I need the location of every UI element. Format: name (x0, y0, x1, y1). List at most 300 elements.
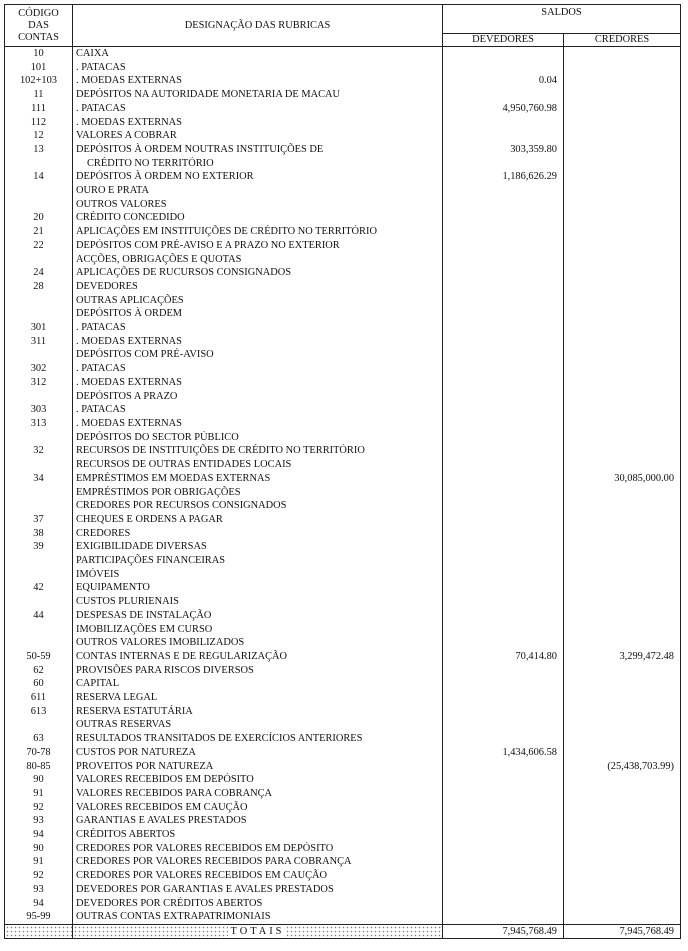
account-code: 102+103 (5, 74, 73, 88)
totals-code-cell (5, 925, 73, 939)
totals-label: TOTAIS (73, 925, 443, 939)
devedores-value (443, 184, 564, 198)
devedores-value (443, 801, 564, 815)
account-description: PROVISÕES PARA RISCOS DIVERSOS (73, 664, 443, 678)
table-row (5, 458, 681, 472)
code-column-header: CÓDIGO DAS CONTAS (5, 5, 73, 47)
devedores-value (443, 458, 564, 472)
credores-value (564, 568, 681, 582)
devedores-value: 0.04 (443, 74, 564, 88)
account-description: CREDORES POR VALORES RECEBIDOS EM DEPÓSITO (73, 842, 443, 856)
table-row (5, 595, 681, 609)
credores-value (564, 636, 681, 650)
credores-value (564, 595, 681, 609)
table-row (5, 417, 681, 431)
devedores-value (443, 157, 564, 171)
account-code: 111 (5, 102, 73, 116)
credores-value (564, 211, 681, 225)
account-code: 93 (5, 814, 73, 828)
devedores-value (443, 486, 564, 500)
credores-value (564, 390, 681, 404)
account-code: 94 (5, 828, 73, 842)
account-description: VALORES RECEBIDOS EM CAUÇÃO (73, 801, 443, 815)
credores-value (564, 718, 681, 732)
account-description: EMPRÉSTIMOS POR OBRIGAÇÕES (73, 486, 443, 500)
devedores-value (443, 513, 564, 527)
account-description: CREDORES (73, 527, 443, 541)
account-code: 92 (5, 869, 73, 883)
table-row (5, 581, 681, 595)
account-description: ACÇÕES, OBRIGAÇÕES E QUOTAS (73, 253, 443, 267)
credores-value (564, 348, 681, 362)
table-row (5, 787, 681, 801)
credores-value (564, 486, 681, 500)
account-code (5, 184, 73, 198)
credores-value (564, 773, 681, 787)
devedores-value (443, 116, 564, 130)
account-description: VALORES A COBRAR (73, 129, 443, 143)
account-code: 312 (5, 376, 73, 390)
account-code: 94 (5, 897, 73, 911)
table-row (5, 444, 681, 458)
credores-value (564, 294, 681, 308)
table-row (5, 362, 681, 376)
account-code: 311 (5, 335, 73, 349)
table-row (5, 143, 681, 157)
account-description: DEPÓSITOS COM PRÉ-AVISO E A PRAZO NO EXTERIOR (73, 239, 443, 253)
credores-value (564, 157, 681, 171)
account-code (5, 294, 73, 308)
accounts-table (4, 4, 681, 939)
table-row (5, 855, 681, 869)
account-code: 313 (5, 417, 73, 431)
account-description: DEPÓSITOS DO SECTOR PÚBLICO (73, 431, 443, 445)
devedores-value (443, 321, 564, 335)
account-code (5, 486, 73, 500)
account-description: CHEQUES E ORDENS A PAGAR (73, 513, 443, 527)
table-row (5, 897, 681, 911)
account-code: 12 (5, 129, 73, 143)
table-row (5, 732, 681, 746)
account-code: 70-78 (5, 746, 73, 760)
account-description: DEPÓSITOS À ORDEM NO EXTERIOR (73, 170, 443, 184)
table-row (5, 705, 681, 719)
account-description: CREDORES POR VALORES RECEBIDOS PARA COBRANÇA (73, 855, 443, 869)
account-code: 50-59 (5, 650, 73, 664)
account-description: CRÉDITO CONCEDIDO (73, 211, 443, 225)
table-row (5, 170, 681, 184)
devedores-value (443, 883, 564, 897)
account-description: . MOEDAS EXTERNAS (73, 74, 443, 88)
table-row (5, 88, 681, 102)
account-description: . MOEDAS EXTERNAS (73, 417, 443, 431)
credores-value (564, 842, 681, 856)
account-code (5, 595, 73, 609)
devedores-value (443, 61, 564, 75)
account-code: 60 (5, 677, 73, 691)
table-row (5, 211, 681, 225)
credores-value (564, 239, 681, 253)
account-code: 34 (5, 472, 73, 486)
table-row (5, 348, 681, 362)
credores-value (564, 116, 681, 130)
devedores-value (443, 677, 564, 691)
table-row (5, 431, 681, 445)
account-code: 63 (5, 732, 73, 746)
credores-value (564, 691, 681, 705)
table-row (5, 116, 681, 130)
account-description: RECURSOS DE OUTRAS ENTIDADES LOCAIS (73, 458, 443, 472)
table-row (5, 814, 681, 828)
table-row (5, 773, 681, 787)
account-description: CAPITAL (73, 677, 443, 691)
account-description: DEPÓSITOS À ORDEM (73, 307, 443, 321)
credores-value (564, 677, 681, 691)
credores-value (564, 609, 681, 623)
totals-row (5, 925, 681, 939)
credores-value (564, 74, 681, 88)
account-description: RESERVA LEGAL (73, 691, 443, 705)
devedores-value (443, 664, 564, 678)
table-row (5, 760, 681, 774)
table-row (5, 554, 681, 568)
account-code (5, 431, 73, 445)
account-code: 303 (5, 403, 73, 417)
table-row (5, 828, 681, 842)
credores-value (564, 266, 681, 280)
devedores-value (443, 869, 564, 883)
account-description: CAIXA (73, 47, 443, 61)
account-code: 24 (5, 266, 73, 280)
devedores-value (443, 431, 564, 445)
table-row (5, 883, 681, 897)
account-code (5, 307, 73, 321)
account-description: VALORES RECEBIDOS EM DEPÓSITO (73, 773, 443, 787)
account-description: VALORES RECEBIDOS PARA COBRANÇA (73, 787, 443, 801)
table-row (5, 74, 681, 88)
account-description: OURO E PRATA (73, 184, 443, 198)
devedores-value (443, 568, 564, 582)
account-description: DESPESAS DE INSTALAÇÃO (73, 609, 443, 623)
account-code: 92 (5, 801, 73, 815)
devedores-value: 303,359.80 (443, 143, 564, 157)
devedores-value (443, 348, 564, 362)
devedores-value: 1,434,606.58 (443, 746, 564, 760)
account-code: 101 (5, 61, 73, 75)
devedores-value (443, 294, 564, 308)
account-code: 611 (5, 691, 73, 705)
credores-value (564, 855, 681, 869)
account-code: 28 (5, 280, 73, 294)
devedores-value (443, 718, 564, 732)
table-row (5, 513, 681, 527)
devedores-value (443, 266, 564, 280)
credores-value (564, 787, 681, 801)
table-row (5, 718, 681, 732)
account-code (5, 636, 73, 650)
devedores-column-header: DEVEDORES (443, 34, 564, 47)
table-row (5, 47, 681, 61)
credores-value (564, 814, 681, 828)
table-row (5, 664, 681, 678)
account-description: . PATACAS (73, 321, 443, 335)
saldos-header: SALDOS (443, 5, 681, 34)
devedores-value (443, 390, 564, 404)
devedores-value (443, 787, 564, 801)
account-code (5, 157, 73, 171)
account-description: IMÓVEIS (73, 568, 443, 582)
credores-value (564, 458, 681, 472)
credores-value (564, 321, 681, 335)
account-description: . MOEDAS EXTERNAS (73, 335, 443, 349)
table-row (5, 129, 681, 143)
devedores-value (443, 554, 564, 568)
account-description: RESERVA ESTATUTÁRIA (73, 705, 443, 719)
devedores-value (443, 129, 564, 143)
credores-value (564, 184, 681, 198)
account-description: . PATACAS (73, 102, 443, 116)
account-description: OUTRAS CONTAS EXTRAPATRIMONIAIS (73, 910, 443, 924)
table-row (5, 266, 681, 280)
account-code: 20 (5, 211, 73, 225)
account-description: CREDORES POR RECURSOS CONSIGNADOS (73, 499, 443, 513)
table-row (5, 253, 681, 267)
table-row (5, 691, 681, 705)
devedores-value (443, 225, 564, 239)
account-description: DEPÓSITOS A PRAZO (73, 390, 443, 404)
credores-value (564, 664, 681, 678)
table-row (5, 540, 681, 554)
devedores-value (443, 897, 564, 911)
devedores-value (443, 623, 564, 637)
account-code: 80-85 (5, 760, 73, 774)
balance-sheet (4, 4, 680, 939)
credores-value (564, 362, 681, 376)
table-row (5, 623, 681, 637)
account-code (5, 554, 73, 568)
account-description: EQUIPAMENTO (73, 581, 443, 595)
account-code: 112 (5, 116, 73, 130)
devedores-value (443, 760, 564, 774)
devedores-value (443, 88, 564, 102)
account-description: CUSTOS PLURIENAIS (73, 595, 443, 609)
account-code (5, 390, 73, 404)
account-description: DEVEDORES (73, 280, 443, 294)
table-row (5, 499, 681, 513)
credores-value (564, 828, 681, 842)
account-code (5, 623, 73, 637)
credores-value (564, 376, 681, 390)
table-row (5, 198, 681, 212)
devedores-value (443, 732, 564, 746)
credores-value (564, 623, 681, 637)
total-devedores: 7,945,768.49 (443, 925, 564, 939)
devedores-value (443, 362, 564, 376)
credores-value (564, 581, 681, 595)
credores-value (564, 403, 681, 417)
devedores-value (443, 417, 564, 431)
account-code: 613 (5, 705, 73, 719)
devedores-value (443, 814, 564, 828)
account-code: 32 (5, 444, 73, 458)
devedores-value (443, 280, 564, 294)
credores-value: 30,085,000.00 (564, 472, 681, 486)
credores-value (564, 102, 681, 116)
table-row (5, 335, 681, 349)
table-row (5, 294, 681, 308)
account-code (5, 198, 73, 212)
account-description: DEPÓSITOS À ORDEM NOUTRAS INSTITUIÇÕES DE (73, 143, 443, 157)
table-row (5, 184, 681, 198)
table-row (5, 307, 681, 321)
account-code: 42 (5, 581, 73, 595)
credores-value (564, 225, 681, 239)
account-code (5, 458, 73, 472)
account-description: DEPÓSITOS COM PRÉ-AVISO (73, 348, 443, 362)
account-code: 22 (5, 239, 73, 253)
credores-value (564, 513, 681, 527)
devedores-value (443, 705, 564, 719)
credores-value (564, 170, 681, 184)
credores-value (564, 143, 681, 157)
devedores-value (443, 47, 564, 61)
table-row (5, 677, 681, 691)
devedores-value (443, 198, 564, 212)
account-code (5, 499, 73, 513)
account-description: EMPRÉSTIMOS EM MOEDAS EXTERNAS (73, 472, 443, 486)
credores-value (564, 554, 681, 568)
devedores-value (443, 581, 564, 595)
account-description: DEVEDORES POR CRÉDITOS ABERTOS (73, 897, 443, 911)
devedores-value (443, 307, 564, 321)
credores-value (564, 732, 681, 746)
account-code: 37 (5, 513, 73, 527)
table-row (5, 239, 681, 253)
credores-value (564, 417, 681, 431)
devedores-value (443, 691, 564, 705)
devedores-value: 4,950,760.98 (443, 102, 564, 116)
devedores-value: 1,186,626.29 (443, 170, 564, 184)
table-row (5, 869, 681, 883)
account-code (5, 253, 73, 267)
account-code: 13 (5, 143, 73, 157)
table-row (5, 636, 681, 650)
account-description: . MOEDAS EXTERNAS (73, 376, 443, 390)
devedores-value (443, 540, 564, 554)
devedores-value (443, 527, 564, 541)
account-description: APLICAÇÕES EM INSTITUIÇÕES DE CRÉDITO NO TERRITÓRIO (73, 225, 443, 239)
table-row (5, 472, 681, 486)
account-code: 90 (5, 842, 73, 856)
credores-value (564, 527, 681, 541)
credores-value (564, 883, 681, 897)
table-row (5, 61, 681, 75)
devedores-value (443, 842, 564, 856)
table-row (5, 650, 681, 664)
devedores-value (443, 253, 564, 267)
account-description: CRÉDITO NO TERRITÓRIO (73, 157, 443, 171)
devedores-value (443, 211, 564, 225)
credores-value (564, 431, 681, 445)
account-code: 44 (5, 609, 73, 623)
table-row (5, 842, 681, 856)
credores-value (564, 88, 681, 102)
credores-value (564, 61, 681, 75)
devedores-value (443, 444, 564, 458)
account-description: DEVEDORES POR GARANTIAS E AVALES PRESTADOS (73, 883, 443, 897)
credores-value (564, 910, 681, 924)
credores-value (564, 198, 681, 212)
table-row (5, 801, 681, 815)
table-row (5, 527, 681, 541)
account-code (5, 348, 73, 362)
account-code: 10 (5, 47, 73, 61)
account-code: 39 (5, 540, 73, 554)
devedores-value (443, 472, 564, 486)
credores-value: 3,299,472.48 (564, 650, 681, 664)
account-description: PARTICIPAÇÕES FINANCEIRAS (73, 554, 443, 568)
account-description: . PATACAS (73, 61, 443, 75)
devedores-value (443, 376, 564, 390)
total-credores: 7,945,768.49 (564, 925, 681, 939)
table-row (5, 568, 681, 582)
table-body (5, 47, 681, 925)
account-description: CUSTOS POR NATUREZA (73, 746, 443, 760)
account-code: 90 (5, 773, 73, 787)
devedores-value (443, 403, 564, 417)
devedores-value (443, 910, 564, 924)
credores-value (564, 253, 681, 267)
account-description: EXIGIBILIDADE DIVERSAS (73, 540, 443, 554)
credores-value (564, 869, 681, 883)
table-row (5, 321, 681, 335)
table-row (5, 280, 681, 294)
table-row (5, 746, 681, 760)
account-code: 11 (5, 88, 73, 102)
credores-value (564, 897, 681, 911)
table-row (5, 609, 681, 623)
account-code: 91 (5, 787, 73, 801)
devedores-value (443, 595, 564, 609)
credores-value (564, 307, 681, 321)
credores-value (564, 540, 681, 554)
credores-value (564, 129, 681, 143)
account-description: APLICAÇÕES DE RUCURSOS CONSIGNADOS (73, 266, 443, 280)
account-description: . PATACAS (73, 362, 443, 376)
devedores-value (443, 636, 564, 650)
credores-value (564, 705, 681, 719)
account-code: 38 (5, 527, 73, 541)
devedores-value (443, 335, 564, 349)
devedores-value (443, 609, 564, 623)
credores-value (564, 335, 681, 349)
table-row (5, 225, 681, 239)
credores-value (564, 499, 681, 513)
account-code: 62 (5, 664, 73, 678)
account-description: OUTRAS APLICAÇÕES (73, 294, 443, 308)
account-description: OUTRAS RESERVAS (73, 718, 443, 732)
devedores-value (443, 239, 564, 253)
account-code (5, 718, 73, 732)
devedores-value (443, 828, 564, 842)
account-description: CREDORES POR VALORES RECEBIDOS EM CAUÇÃO (73, 869, 443, 883)
credores-value (564, 280, 681, 294)
account-description: RESULTADOS TRANSITADOS DE EXERCÍCIOS ANTERIORES (73, 732, 443, 746)
devedores-value (443, 773, 564, 787)
account-code: 95-99 (5, 910, 73, 924)
account-code: 21 (5, 225, 73, 239)
devedores-value (443, 499, 564, 513)
